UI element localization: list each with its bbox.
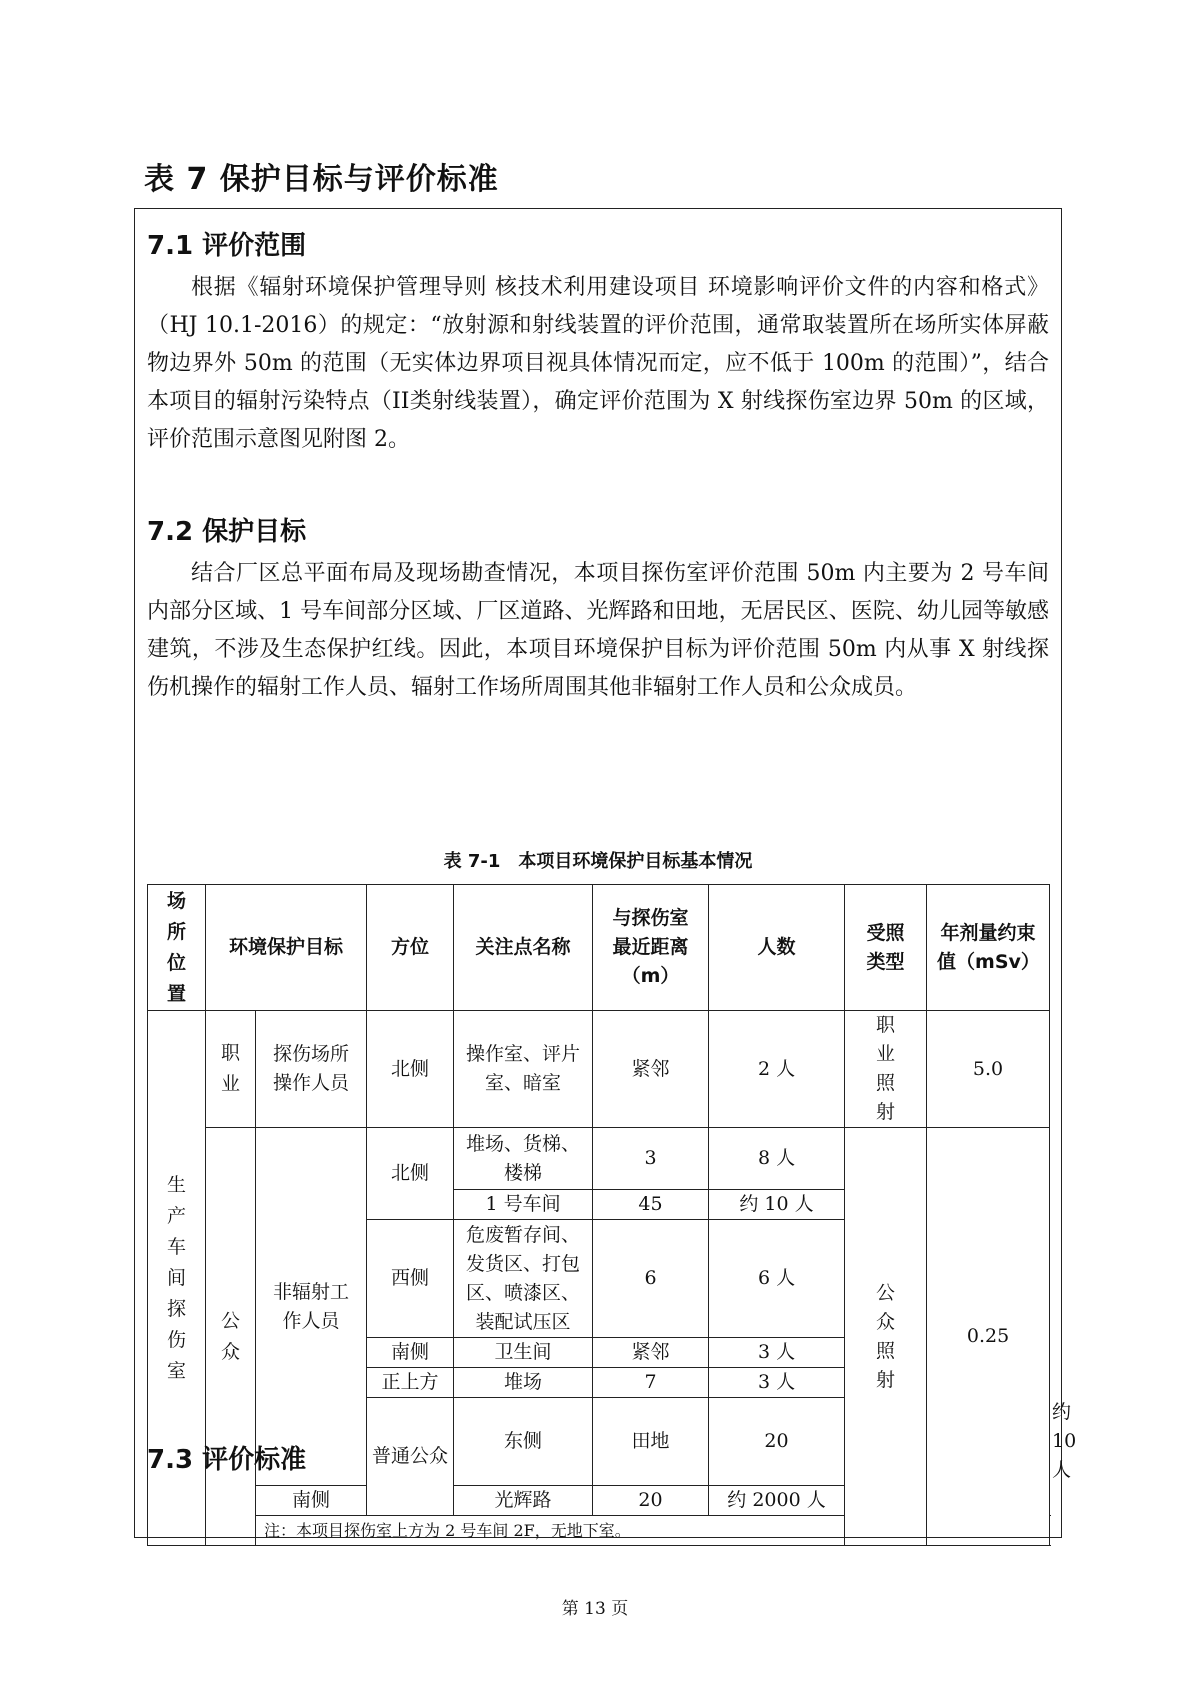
section-7-2-paragraph: 结合厂区总平面布局及现场勘查情况，本项目探伤室评价范围 50m 内主要为 2 号车间内部分区域、1 号车间部分区域、厂区道路、光辉路和田地，无居民区、医院、幼儿园等敏感建筑，不涉及生态保护红线。因此，本项目环境保护目标为评价范围 50m 内从事 X 射线探伤机操作的辐射工作人员、辐射工作场所周围其他非辐射工作人员和公众成员。	[147, 561, 1049, 700]
limit-occupational: 5.0	[927, 1011, 1050, 1128]
row-2-people: 约 10 人	[709, 1190, 845, 1220]
table-header-row	[148, 885, 1050, 1011]
row-1-people: 8 人	[709, 1128, 845, 1190]
exposure-occupational: 职业照射	[845, 1011, 927, 1128]
row-4-direction: 南侧	[367, 1338, 454, 1368]
location-cell: 生产车间探伤室	[166, 1173, 186, 1382]
header-point: 关注点名称	[454, 885, 593, 1011]
table-row	[148, 1011, 1050, 1128]
header-target: 环境保护目标	[206, 885, 367, 1011]
exposure-public: 公众照射	[845, 1128, 927, 1546]
header-exposure: 受照类型	[845, 885, 927, 1011]
row-7-direction: 南侧	[256, 1486, 367, 1516]
target-nonrad: 非辐射工作人员	[256, 1128, 367, 1486]
header-people: 人数	[709, 885, 845, 1011]
header-direction: 方位	[367, 885, 454, 1011]
row-5-direction: 正上方	[367, 1368, 454, 1398]
row-0-distance: 紧邻	[593, 1011, 709, 1128]
chapter-title: 表 7 保护目标与评价标准	[144, 162, 499, 197]
content-frame	[134, 208, 1077, 1540]
row-5-people: 3 人	[709, 1368, 845, 1398]
section-7-3-heading: 7.3 评价标准	[147, 1445, 307, 1475]
row-3-direction: 西侧	[367, 1220, 454, 1338]
row-3-point: 危废暂存间、发货区、打包区、喷漆区、装配试压区	[454, 1220, 593, 1338]
row-0-point: 操作室、评片室、暗室	[454, 1011, 593, 1128]
section-7-1-paragraph: 根据《辐射环境保护管理导则 核技术利用建设项目 环境影响评价文件的内容和格式》（HJ 10.1-2016）的规定：“放射源和射线装置的评价范围，通常取装置所在场所实体屏蔽物边界外 50m 的范围（无实体边界项目视具体情况而定，应不低于 100m 的范围）”，结合本项目的辐射污染特点（II类射线装置），确定评价范围为 X 射线探伤室边界 50m 的区域，评价范围示意图见附图 2。	[147, 275, 1049, 452]
section-7-2-heading: 7.2 保护目标	[147, 517, 307, 547]
row-3-distance: 6	[593, 1220, 709, 1338]
row-6-distance: 20	[709, 1398, 845, 1486]
table-note: 注：本项目探伤室上方为 2 号车间 2F，无地下室。	[256, 1516, 1050, 1546]
row-1-point: 堆场、货梯、楼梯	[454, 1128, 593, 1190]
header-limit: 年剂量约束值（mSv）	[927, 885, 1050, 1011]
row-6-point: 田地	[593, 1398, 709, 1486]
row-5-distance: 7	[593, 1368, 709, 1398]
table-caption: 表 7-1 本项目环境保护目标基本情况	[443, 851, 753, 872]
row-3-people: 6 人	[709, 1220, 845, 1338]
row-6-direction: 东侧	[454, 1398, 593, 1486]
row-0-direction: 北侧	[367, 1011, 454, 1128]
row-7-people: 约 2000 人	[709, 1486, 845, 1516]
table-note-row	[148, 1516, 1050, 1546]
page-number: 第 13 页	[561, 1599, 629, 1619]
row-7-distance: 20	[593, 1486, 709, 1516]
group-occupational: 职业	[220, 1042, 240, 1095]
row-1-direction: 北侧	[367, 1128, 454, 1220]
table-row	[148, 1128, 1050, 1190]
header-location: 场所位置	[166, 889, 186, 1005]
row-2-distance: 45	[593, 1190, 709, 1220]
row-4-distance: 紧邻	[593, 1338, 709, 1368]
row-5-point: 堆场	[454, 1368, 593, 1398]
row-0-people: 2 人	[709, 1011, 845, 1128]
row-4-point: 卫生间	[454, 1338, 593, 1368]
row-7-point: 光辉路	[454, 1486, 593, 1516]
limit-public: 0.25	[927, 1128, 1050, 1546]
header-distance: 与探伤室最近距离（m）	[593, 885, 709, 1011]
target-operators: 探伤场所操作人员	[256, 1011, 367, 1128]
row-1-distance: 3	[593, 1128, 709, 1190]
section-7-1-heading: 7.1 评价范围	[147, 231, 307, 261]
target-public: 普通公众	[367, 1398, 454, 1516]
row-4-people: 3 人	[709, 1338, 845, 1368]
table-row: 普通公众 东侧 田地 20 约 10 人	[148, 1398, 1050, 1486]
row-2-point: 1 号车间	[454, 1190, 593, 1220]
group-public: 公众	[220, 1309, 240, 1363]
